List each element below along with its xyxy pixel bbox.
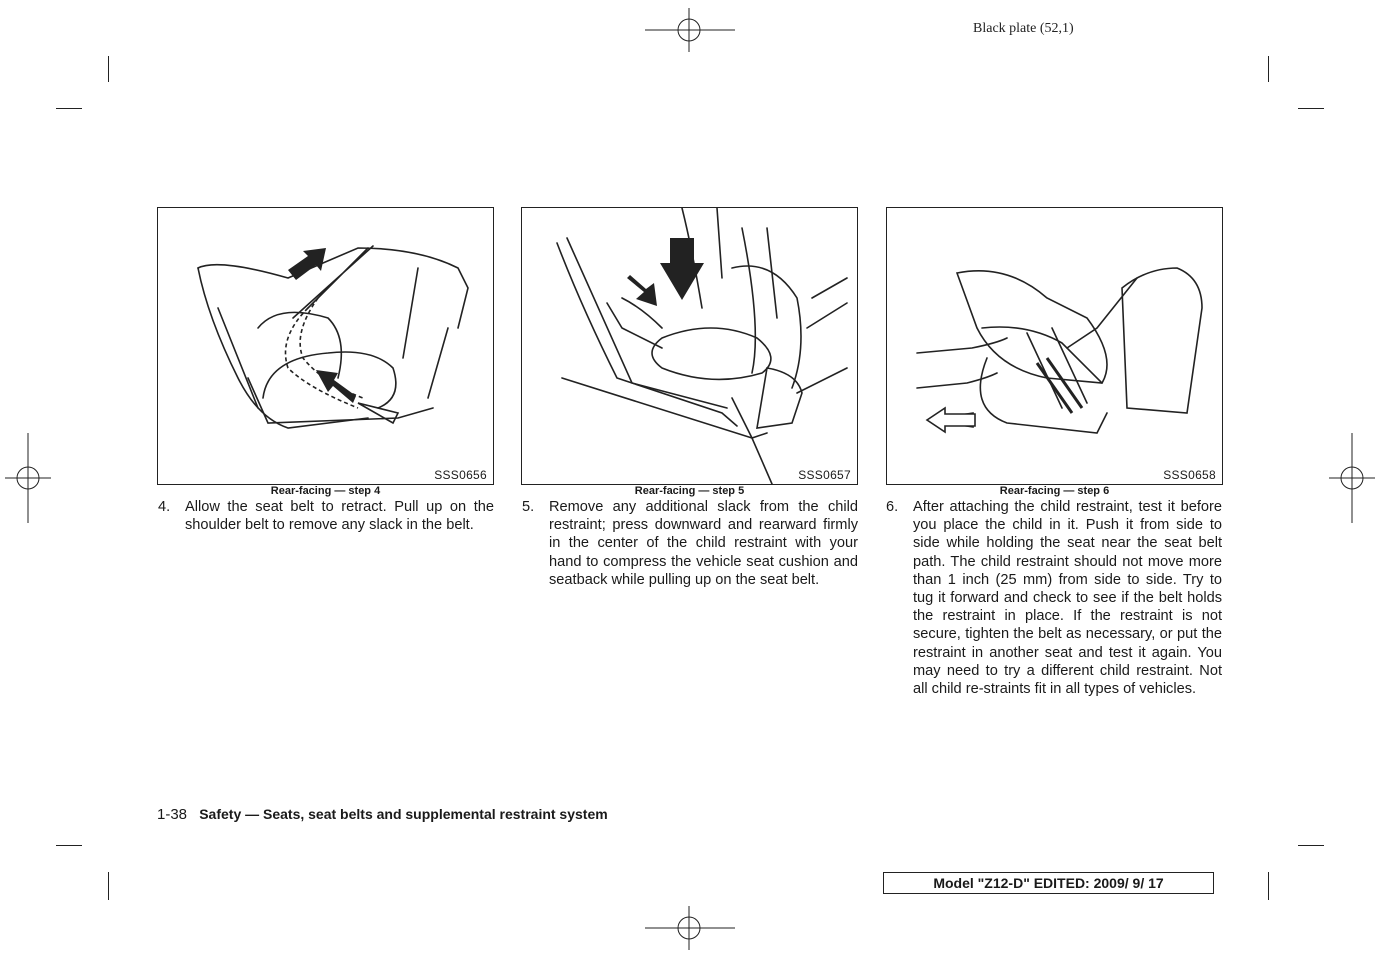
figure-code: SSS0657: [798, 468, 851, 482]
figure-code: SSS0658: [1163, 468, 1216, 482]
child-seat-test-illustration: [887, 208, 1222, 484]
step-text: After attaching the child restraint, test it before you place the child in it. Push it from side to side while holding the seat near the seat belt path. The child restraint should not move more than 1 inch (25 mm) from side to side. Try to tug it forward and check to see if the belt holds the restraint in place. If the restraint is not secure, tighten the belt as necessary, or put the restraint in another seat and test it again. You may need to try a different child restraint. Not all child re-straints fit in all types of vehicles.: [913, 499, 1222, 698]
step-number: 4.: [158, 499, 171, 515]
step-text: Remove any additional slack from the child restraint; press downward and rearward firmly in the center of the child restraint with your hand to compress the vehicle seat cushion and seatback while pulling up on the seat belt.: [549, 499, 858, 588]
page-number: 1-38: [157, 806, 188, 823]
page-footer: [157, 806, 608, 823]
figure-step-4: [157, 207, 494, 485]
section-title: Safety — Seats, seat belts and supplemental restraint system: [199, 806, 608, 822]
figure-step-6: [886, 207, 1223, 485]
plate-label: Black plate (52,1): [973, 21, 1074, 36]
figure-caption: Rear-facing — step 5: [634, 485, 745, 497]
figure-caption: Rear-facing — step 4: [270, 485, 381, 497]
child-seat-belt-retract-illustration: [158, 208, 493, 484]
registration-mark-right: [1329, 433, 1375, 523]
registration-mark-top: [645, 8, 735, 52]
figure-step-5: [521, 207, 858, 485]
step-text: Allow the seat belt to retract. Pull up on the shoulder belt to remove any slack in the belt.: [185, 499, 494, 534]
registration-mark-left: [5, 433, 51, 523]
child-seat-compress-illustration: [522, 208, 857, 484]
model-edited-box: Model "Z12-D" EDITED: 2009/ 9/ 17: [883, 872, 1214, 894]
registration-mark-bottom: [645, 906, 735, 950]
step-number: 5.: [522, 499, 535, 515]
figure-caption: Rear-facing — step 6: [999, 485, 1110, 497]
step-number: 6.: [886, 499, 899, 515]
figure-code: SSS0656: [434, 468, 487, 482]
